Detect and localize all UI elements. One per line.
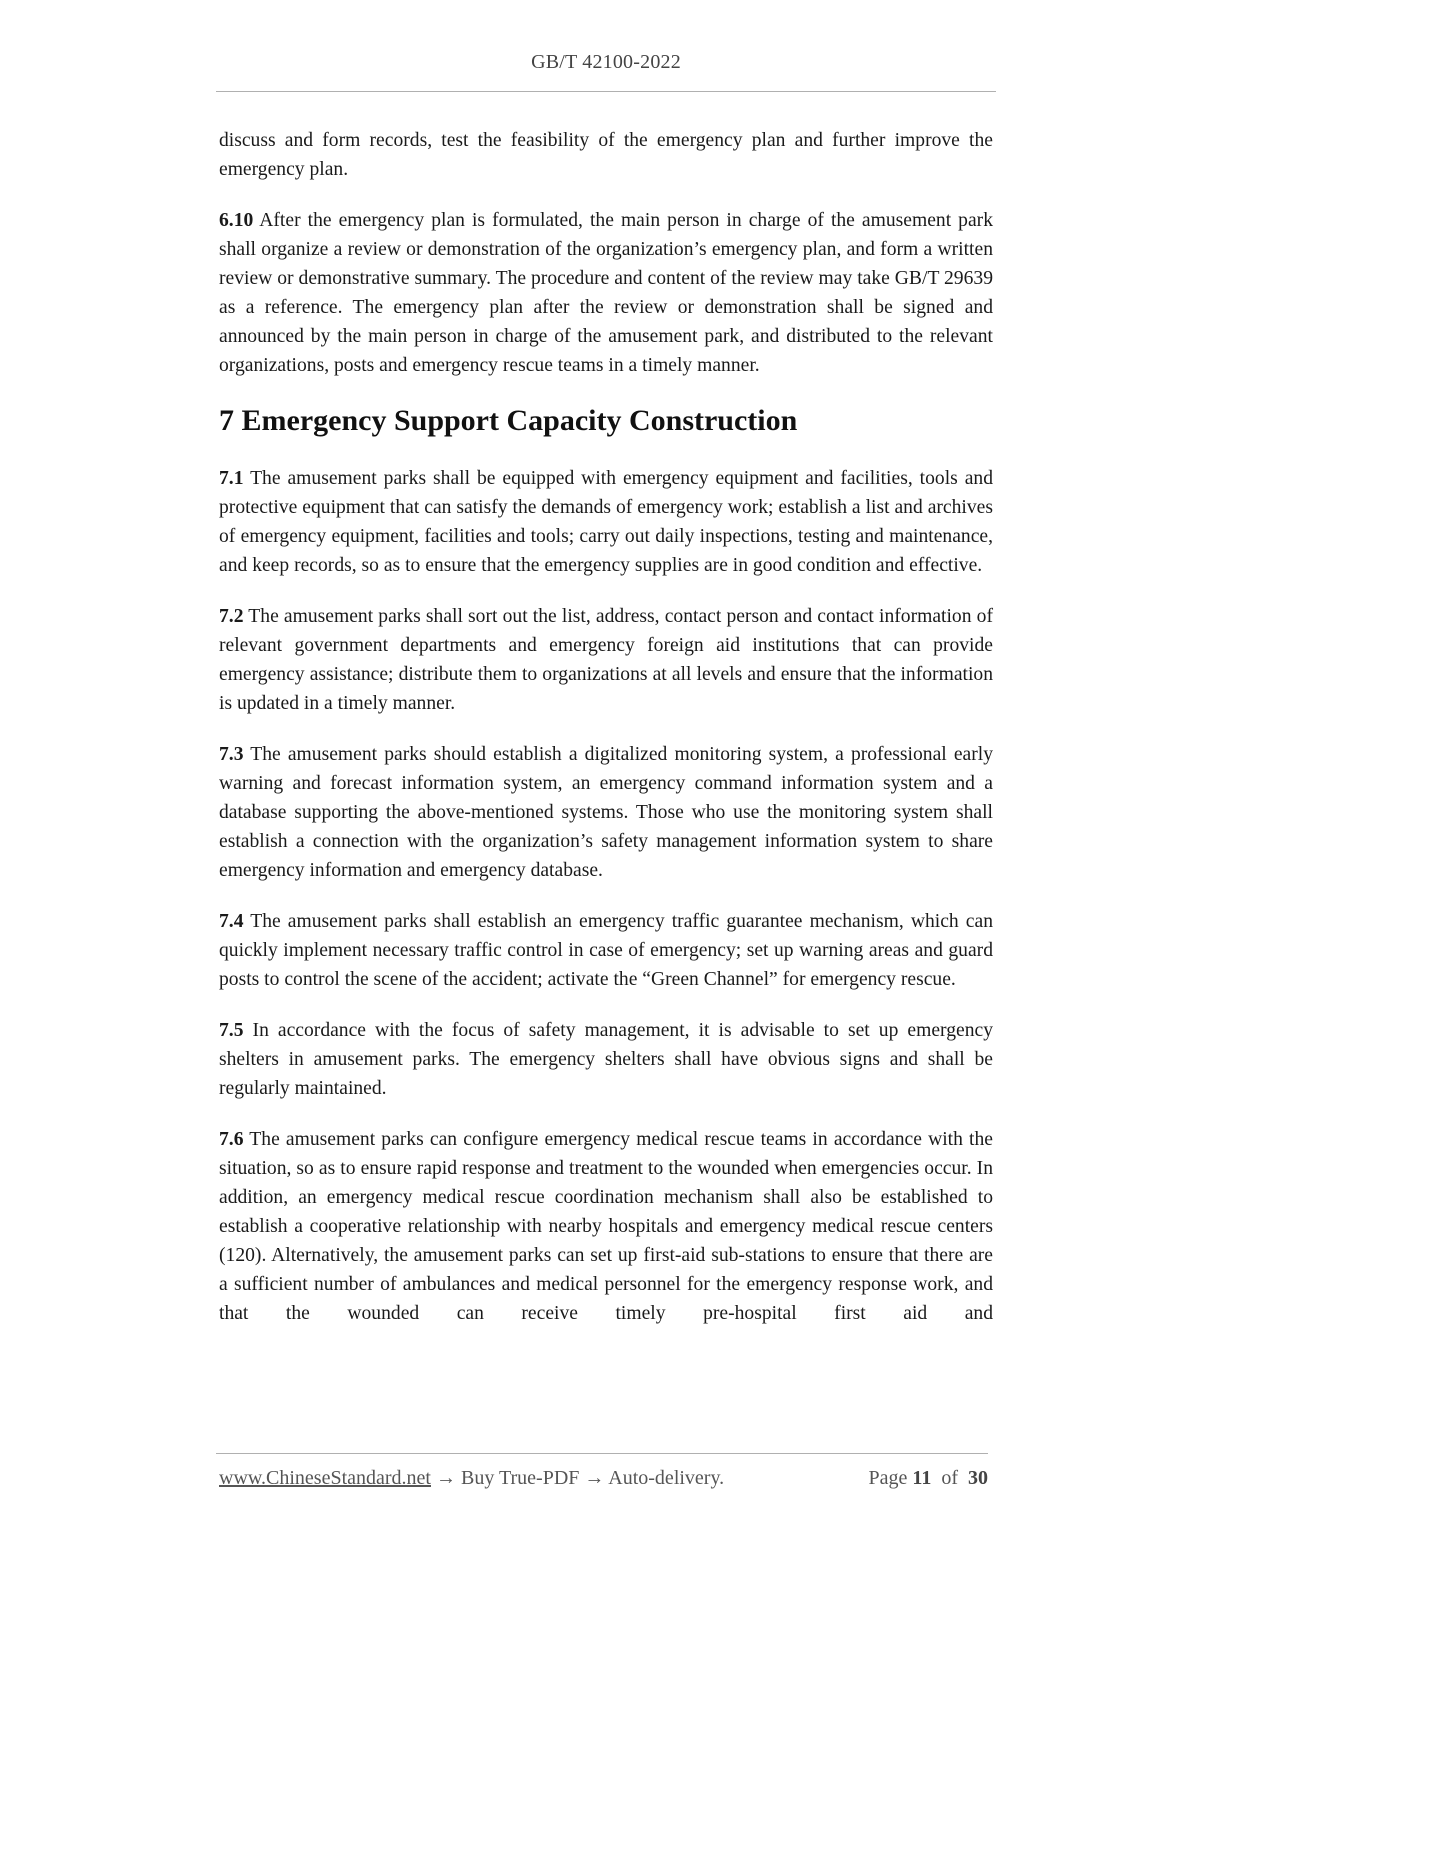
- clause-7-4: [219, 907, 993, 994]
- page-total: 30: [968, 1467, 988, 1489]
- page-current: 11: [912, 1467, 932, 1489]
- page-header-doc-id: GB/T 42100-2022: [531, 51, 681, 73]
- clause-text: The amusement parks shall establish an emergency traffic guarantee mechanism, which can quickly implement necessary traffic control in case of emergency; set up warning areas and guard posts to control the scene of the accident; activate the “Green Channel” for emergency rescue.: [219, 911, 993, 990]
- clause-number: 7.1: [219, 468, 244, 489]
- page-footer: [219, 1467, 988, 1490]
- website-link[interactable]: www.ChineseStandard.net: [219, 1467, 431, 1489]
- clause-number: 7.4: [219, 911, 244, 932]
- page-of: of: [941, 1467, 958, 1489]
- header-divider: [216, 91, 996, 92]
- paragraph-continuation: discuss and form records, test the feasibility of the emergency plan and further improve the emergency plan.: [219, 130, 993, 180]
- clause-number: 6.10: [219, 210, 254, 231]
- footer-tagline: → Buy True-PDF → Auto-delivery.: [431, 1467, 725, 1489]
- clause-number: 7.3: [219, 744, 244, 765]
- clause-text: The amusement parks can configure emergency medical rescue teams in accordance with the situation, so as to ensure rapid response and treatment to the wounded when emergencies occur. In addition, an emergency medical rescue coordination mechanism shall also be established to establish a cooperative relationship with nearby hospitals and emergency medical rescue centers (120). Alternatively, the amusement parks can set up first-aid sub-stations to ensure that there are a sufficient number of ambulances and medical personnel for the emergency response work, and that the wounded can receive timely pre-hospital first aid and: [219, 1129, 993, 1324]
- clause-text: The amusement parks should establish a digitalized monitoring system, a professional early warning and forecast information system, an emergency command information system and a database supporting the above-mentioned systems. Those who use the monitoring system shall establish a connection with the organization’s safety management information system to share emergency information and emergency database.: [219, 744, 993, 881]
- clause-number: 7.2: [219, 606, 244, 627]
- clause-7-6: [219, 1125, 993, 1328]
- clause-7-1: [219, 464, 993, 580]
- clause-text: After the emergency plan is formulated, the main person in charge of the amusement park shall organize a review or demonstration of the organization’s emergency plan, and form a written review or demonstrative summary. The procedure and content of the review may take GB/T 29639 as a reference. The emergency plan after the review or demonstration shall be signed and announced by the main person in charge of the amusement park, and distributed to the relevant organizations, posts and emergency rescue teams in a timely manner.: [219, 210, 993, 376]
- page-label: Page: [868, 1467, 908, 1489]
- clause-text: The amusement parks shall be equipped with emergency equipment and facilities, tools and protective equipment that can satisfy the demands of emergency work; establish a list and archives of emergency equipment, facilities and tools; carry out daily inspections, testing and maintenance, and keep records, so as to ensure that the emergency supplies are in good condition and effective.: [219, 468, 993, 576]
- clause-text: In accordance with the focus of safety management, it is advisable to set up emergency shelters in amusement parks. The emergency shelters shall have obvious signs and shall be regularly maintained.: [219, 1020, 993, 1099]
- clause-7-5: [219, 1016, 993, 1103]
- clause-7-3: [219, 740, 993, 885]
- clause-text: The amusement parks shall sort out the list, address, contact person and contact information of relevant government departments and emergency foreign aid institutions that can provide emergency assistance; distribute them to organizations at all levels and ensure that the information is updated in a timely manner.: [219, 606, 993, 714]
- clause-number: 7.5: [219, 1020, 244, 1041]
- footer-promo: [219, 1467, 724, 1490]
- page-indicator: [869, 1467, 988, 1490]
- footer-divider: [216, 1453, 988, 1454]
- clause-number: 7.6: [219, 1129, 244, 1150]
- clause-7-2: [219, 602, 993, 718]
- section-heading: 7 Emergency Support Capacity Construction: [219, 404, 798, 437]
- clause-6-10: [219, 206, 993, 380]
- document-body: [219, 126, 993, 1350]
